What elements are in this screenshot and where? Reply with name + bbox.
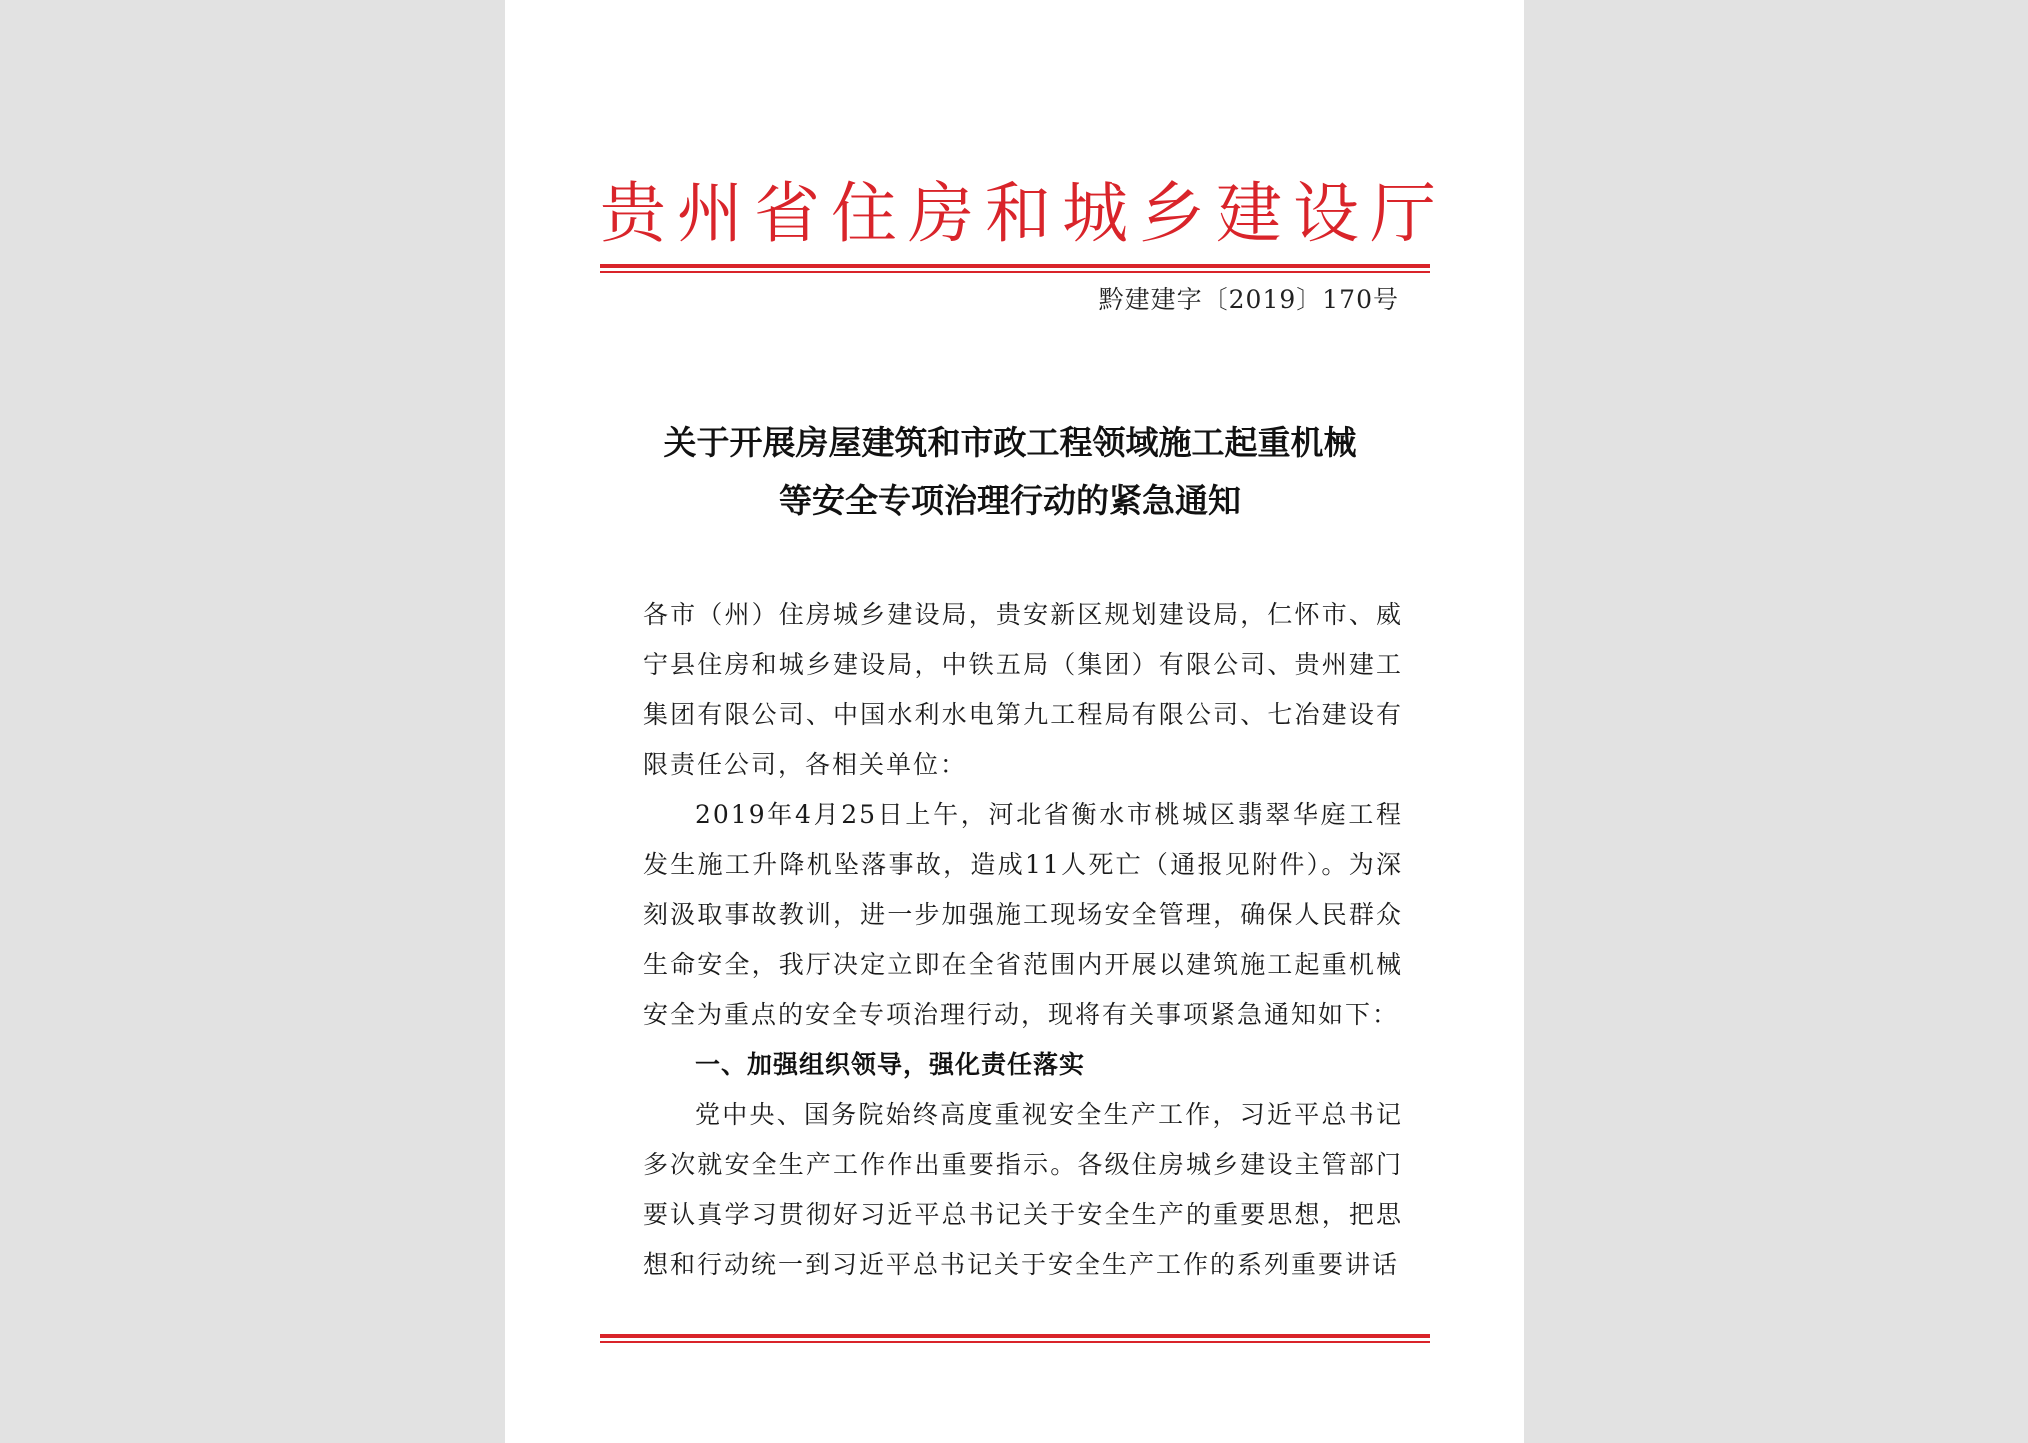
footer-rule-thick xyxy=(600,1334,1430,1338)
header-rule-thick xyxy=(600,264,1430,268)
document-title xyxy=(600,414,1420,530)
paragraph-2: 党中央、国务院始终高度重视安全生产工作，习近平总书记多次就安全生产工作作出重要指示。各级住房城乡建设主管部门要认真学习贯彻好习近平总书记关于安全生产的重要思想，把思想和行动统一到习近平总书记关于安全生产工作的系列重要讲话 xyxy=(643,1100,1403,1279)
header-rule-thin xyxy=(600,271,1430,273)
salutation: 各市（州）住房城乡建设局，贵安新区规划建设局，仁怀市、威宁县住房和城乡建设局，中铁五局（集团）有限公司、贵州建工集团有限公司、中国水利水电第九工程局有限公司、七冶建设有限责任公司，各相关单位： xyxy=(643,600,1403,779)
document-number: 黔建建字〔2019〕170号 xyxy=(1098,285,1399,314)
paragraph-1: 2019年4月25日上午，河北省衡水市桃城区翡翠华庭工程发生施工升降机坠落事故，造成11人死亡（通报见附件）。为深刻汲取事故教训，进一步加强施工现场安全管理，确保人民群众生命安全，我厅决定立即在全省范围内开展以建筑施工起重机械安全为重点的安全专项治理行动，现将有关事项紧急通知如下： xyxy=(643,800,1403,1029)
document-body xyxy=(643,590,1403,1290)
document-title-line-1: 关于开展房屋建筑和市政工程领域施工起重机械 xyxy=(663,423,1357,462)
document-title-line-2: 等安全专项治理行动的紧急通知 xyxy=(779,481,1241,520)
footer-rule-thin xyxy=(600,1341,1430,1343)
document-page xyxy=(505,0,1524,1443)
section-1-heading: 一、加强组织领导，强化责任落实 xyxy=(695,1050,1086,1079)
issuer-header: 贵州省住房和城乡建设厅 xyxy=(600,175,1447,252)
